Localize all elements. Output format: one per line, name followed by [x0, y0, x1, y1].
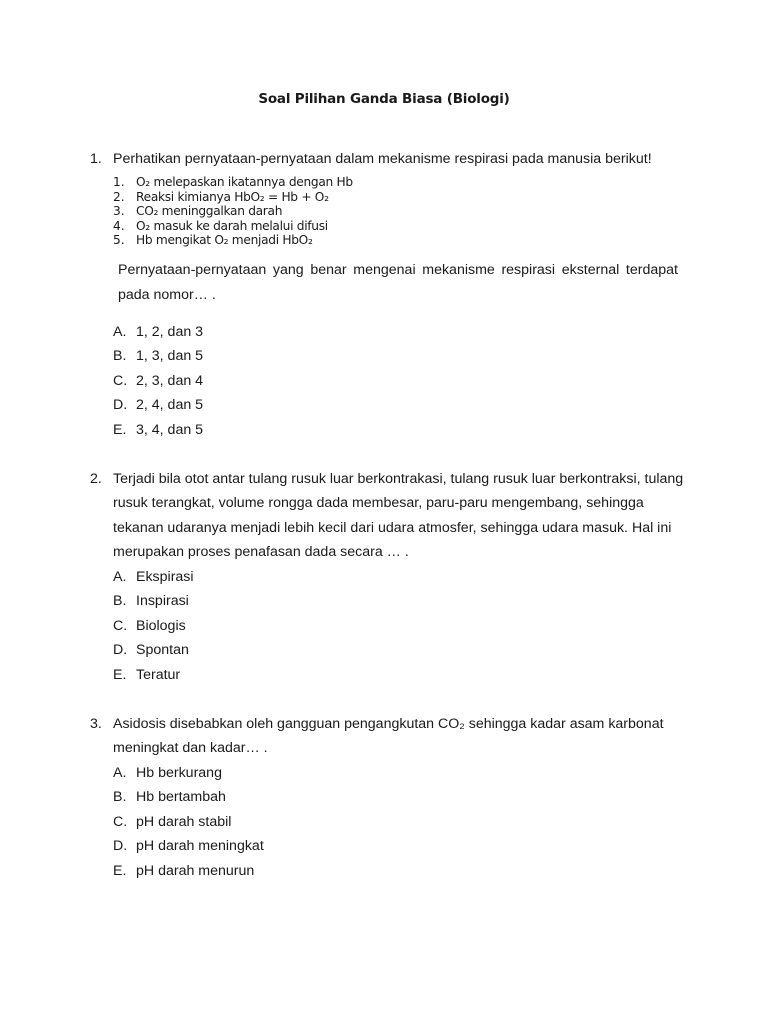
option-text: Ekspirasi: [136, 569, 194, 585]
option-letter: D.: [113, 397, 128, 413]
option-text: 2, 4, dan 5: [136, 397, 204, 413]
statement-text: Hb mengikat O₂ menjadi HbO₂: [136, 233, 313, 247]
option-letter: E.: [113, 422, 127, 438]
statement-text: CO₂ meninggalkan darah: [136, 204, 283, 218]
question-text-line: tekanan udaranya menjadi lebih kecil dari udara atmosfer, sehingga udara masuk. Hal ini: [113, 520, 672, 536]
option-letter: A.: [113, 765, 127, 781]
option-letter: B.: [113, 348, 127, 364]
statement-number: 2.: [113, 190, 125, 204]
statement-text: Reaksi kimianya HbO₂ = Hb + O₂: [136, 190, 329, 204]
question-prompt-continued: pada nomor… .: [118, 287, 216, 303]
question-number: 2.: [90, 471, 102, 487]
statement-text: O₂ melepaskan ikatannya dengan Hb: [136, 175, 353, 189]
option-text: Inspirasi: [136, 593, 189, 609]
option-text: Teratur: [136, 667, 181, 683]
option-letter: E.: [113, 863, 127, 879]
option-letter: A.: [113, 324, 127, 340]
question-text-line: Asidosis disebabkan oleh gangguan pengangkutan CO₂ sehingga kadar asam karbonat: [113, 716, 664, 732]
option-letter: E.: [113, 667, 127, 683]
option-text: pH darah meningkat: [136, 838, 264, 854]
option-text: pH darah stabil: [136, 814, 232, 830]
option-letter: B.: [113, 789, 127, 805]
question-text-line: Terjadi bila otot antar tulang rusuk luar berkontrakasi, tulang rusuk luar berkontraksi, tulang: [113, 471, 684, 487]
statement-number: 4.: [113, 219, 125, 233]
option-letter: D.: [113, 642, 128, 658]
option-text: Spontan: [136, 642, 189, 658]
option-text: 2, 3, dan 4: [136, 373, 204, 389]
option-text: 1, 3, dan 5: [136, 348, 204, 364]
option-letter: A.: [113, 569, 127, 585]
option-text: 1, 2, dan 3: [136, 324, 204, 340]
question-text-line: meningkat dan kadar… .: [113, 740, 268, 756]
option-letter: C.: [113, 814, 128, 830]
option-letter: B.: [113, 593, 127, 609]
question-prompt: Pernyataan-pernyataan yang benar mengenai mekanisme respirasi eksternal terdapat: [118, 262, 678, 278]
option-text: pH darah menurun: [136, 863, 255, 879]
option-text: Biologis: [136, 618, 186, 634]
question-number: 3.: [90, 716, 102, 732]
option-text: Hb berkurang: [136, 765, 222, 781]
statement-number: 5.: [113, 233, 125, 247]
option-text: Hb bertambah: [136, 789, 226, 805]
question-text-line: merupakan proses penafasan dada secara … .: [113, 544, 409, 560]
question-text: Perhatikan pernyataan-pernyataan dalam mekanisme respirasi pada manusia berikut!: [113, 151, 652, 167]
document-title: Soal Pilihan Ganda Biasa (Biologi): [258, 91, 510, 107]
question-text-line: rusuk terangkat, volume rongga dada membesar, paru-paru mengembang, sehingga: [113, 495, 644, 511]
option-text: 3, 4, dan 5: [136, 422, 204, 438]
option-letter: C.: [113, 373, 128, 389]
statement-number: 3.: [113, 204, 125, 218]
question-number: 1.: [90, 151, 102, 167]
statement-text: O₂ masuk ke darah melalui difusi: [136, 219, 328, 233]
statement-number: 1.: [113, 175, 125, 189]
option-letter: D.: [113, 838, 128, 854]
option-letter: C.: [113, 618, 128, 634]
